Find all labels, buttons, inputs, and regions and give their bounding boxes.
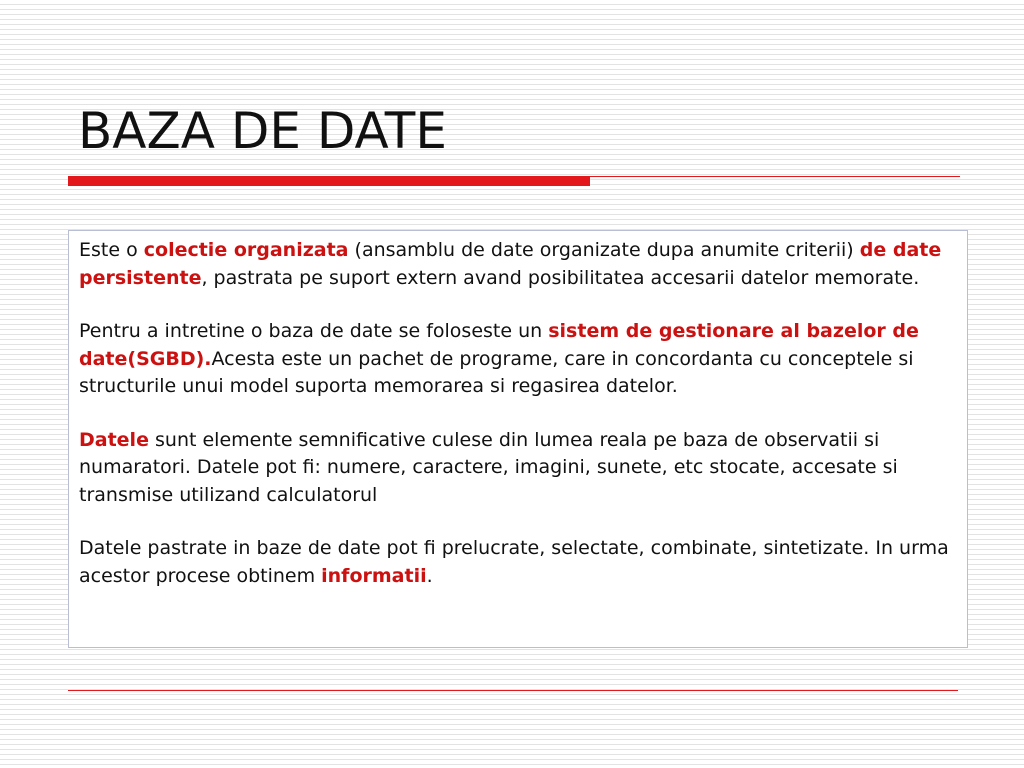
highlight-datele: Datele <box>79 428 149 451</box>
slide-title: BAZA DE DATE <box>78 102 447 160</box>
highlight-colectie-organizata: colectie organizata <box>143 239 349 261</box>
highlight-sgbd: sistem de gestionare al bazelor de date(SGBD). <box>79 320 919 370</box>
content-textbox <box>68 230 968 648</box>
text-run: , pastrata pe suport extern avand posibilitatea accesarii datelor memorate. <box>201 266 920 289</box>
title-underline-thick <box>68 176 590 186</box>
footer-divider <box>68 690 958 691</box>
text-run: (ansamblu de date organizate dupa anumite criterii) <box>348 239 860 261</box>
highlight-date-persistente: de date persistente <box>79 239 942 289</box>
paragraph-datele <box>79 427 959 510</box>
paragraph-sgbd <box>79 318 959 401</box>
text-run: Pentru a intretine o baza de date se foloseste un <box>79 320 549 342</box>
paragraph-definition <box>79 237 959 292</box>
paragraph-informatii <box>79 535 959 590</box>
text-run: sunt elemente semnificative culese din lumea reala pe baza de observatii si numaratori. Datele pot fi: numere, caractere, imagini, sunete, etc stocate, accesate si transmise utilizand calculatorul <box>79 428 898 506</box>
text-run: Este o <box>79 239 144 261</box>
text-run: Acesta este un pachet de programe, care in concordanta cu conceptele si structurile unui model suporta memorarea si regasirea datelor. <box>79 347 914 397</box>
text-run: . <box>426 564 433 587</box>
highlight-informatii: informatii <box>321 564 427 587</box>
title-underline-thin <box>590 176 960 177</box>
text-run: Datele pastrate in baze de date pot fi prelucrate, selectate, combinate, sintetizate. In urma acestor procese obtinem <box>79 537 949 587</box>
